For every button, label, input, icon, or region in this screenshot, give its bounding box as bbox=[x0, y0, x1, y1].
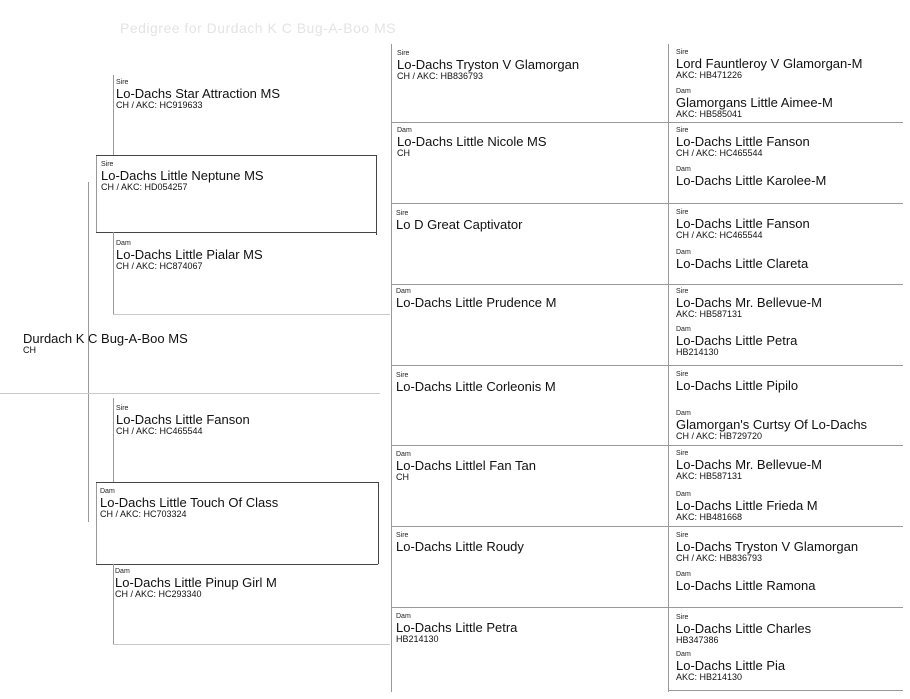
dog-name: Lo-Dachs Little Petra bbox=[676, 333, 798, 348]
box-line bbox=[376, 155, 377, 235]
dog-registration: CH / AKC: HC919633 bbox=[116, 100, 203, 110]
box-line bbox=[96, 155, 376, 156]
gen1-sire bbox=[101, 161, 264, 192]
dog-registration: HB214130 bbox=[396, 634, 439, 644]
gen3-entry bbox=[397, 50, 579, 81]
box-line bbox=[96, 232, 376, 233]
dog-registration: HB214130 bbox=[676, 347, 719, 357]
relation-label: Sire bbox=[676, 614, 689, 621]
relation-label: Sire bbox=[397, 50, 410, 57]
dog-name: Lo-Dachs Tryston V Glamorgan bbox=[397, 57, 580, 72]
dog-registration: CH bbox=[397, 148, 410, 158]
row-line bbox=[668, 365, 903, 366]
dog-registration: AKC: HB587131 bbox=[676, 471, 743, 481]
divider-line bbox=[113, 644, 390, 645]
bracket-line bbox=[113, 75, 114, 155]
dog-name: Lo-Dachs Little Neptune MS bbox=[101, 168, 264, 183]
relation-label: Sire bbox=[676, 49, 689, 56]
relation-label: Dam bbox=[676, 326, 691, 333]
gen3-entry bbox=[396, 288, 556, 310]
dog-name: Lo-Dachs Star Attraction MS bbox=[116, 86, 281, 101]
row-line bbox=[391, 122, 668, 123]
relation-label: Dam bbox=[676, 88, 691, 95]
dog-name: Lo-Dachs Little Clareta bbox=[676, 256, 809, 271]
dog-registration: AKC: HB481668 bbox=[676, 512, 743, 522]
dog-name: Glamorgans Little Aimee-M bbox=[676, 95, 833, 110]
dog-name: Lo-Dachs Little Petra bbox=[396, 620, 518, 635]
relation-label: Sire bbox=[396, 372, 409, 379]
divider-line bbox=[0, 393, 380, 394]
gen4-entry bbox=[676, 166, 826, 188]
faded-title: Pedigree for Durdach K C Bug-A-Boo MS bbox=[120, 20, 397, 36]
dog-registration: AKC: HB214130 bbox=[676, 672, 743, 682]
relation-label: Sire bbox=[396, 210, 409, 217]
dog-registration: CH / AKC: HC465544 bbox=[676, 148, 763, 158]
gen1-dam bbox=[100, 488, 278, 519]
dog-registration: CH / AKC: HC293340 bbox=[115, 589, 202, 599]
column-line bbox=[391, 44, 392, 692]
bracket-line bbox=[96, 482, 97, 564]
row-line bbox=[391, 526, 668, 527]
gen2-entry bbox=[116, 79, 280, 110]
dog-registration: AKC: HB471226 bbox=[676, 70, 743, 80]
row-line bbox=[668, 122, 903, 123]
dog-registration: CH / AKC: HD054257 bbox=[101, 182, 188, 192]
relation-label: Dam bbox=[676, 571, 691, 578]
dog-name: Lo-Dachs Little Pinup Girl M bbox=[115, 575, 277, 590]
dog-registration: CH bbox=[396, 472, 409, 482]
dog-name: Lo-Dachs Little Nicole MS bbox=[397, 134, 547, 149]
dog-registration: CH bbox=[23, 345, 36, 355]
gen4-entry bbox=[676, 651, 785, 682]
relation-label: Sire bbox=[116, 79, 129, 86]
relation-label: Sire bbox=[676, 209, 689, 216]
dog-registration: HB347386 bbox=[676, 635, 719, 645]
dog-registration: CH / AKC: HC465544 bbox=[676, 230, 763, 240]
row-line bbox=[391, 365, 668, 366]
relation-label: Dam bbox=[116, 240, 131, 247]
gen3-entry bbox=[396, 451, 536, 482]
gen4-entry bbox=[676, 410, 867, 441]
relation-label: Sire bbox=[116, 405, 129, 412]
box-line bbox=[96, 482, 378, 483]
dog-name: Lo-Dachs Little Touch Of Class bbox=[100, 495, 279, 510]
dog-registration: AKC: HB587131 bbox=[676, 309, 743, 319]
relation-label: Sire bbox=[676, 288, 689, 295]
relation-label: Dam bbox=[100, 488, 115, 495]
dog-name: Lo-Dachs Little Corleonis M bbox=[396, 379, 556, 394]
dog-registration: CH / AKC: HB836793 bbox=[397, 71, 484, 81]
dog-name: Lo-Dachs Little Roudy bbox=[396, 539, 524, 554]
relation-label: Sire bbox=[676, 532, 689, 539]
gen4-entry bbox=[676, 127, 810, 158]
gen3-entry bbox=[396, 532, 524, 554]
dog-name: Lo-Dachs Little Fanson bbox=[116, 412, 250, 427]
gen2-entry bbox=[116, 240, 263, 271]
dog-name: Lo-Dachs Littlel Fan Tan bbox=[396, 458, 536, 473]
dog-registration: CH / AKC: HC465544 bbox=[116, 426, 203, 436]
relation-label: Dam bbox=[676, 410, 691, 417]
relation-label: Sire bbox=[676, 127, 689, 134]
dog-registration: CH / AKC: HC874067 bbox=[116, 261, 203, 271]
dog-name: Lo-Dachs Little Frieda M bbox=[676, 498, 818, 513]
row-line bbox=[668, 203, 903, 204]
box-line bbox=[378, 482, 379, 564]
relation-label: Dam bbox=[396, 288, 411, 295]
relation-label: Dam bbox=[676, 166, 691, 173]
relation-label: Sire bbox=[676, 371, 689, 378]
row-line bbox=[391, 607, 668, 608]
dog-name: Lo-Dachs Little Fanson bbox=[676, 216, 810, 231]
gen3-entry bbox=[396, 210, 522, 232]
dog-registration: CH / AKC: HC703324 bbox=[100, 509, 187, 519]
dog-name: Lord Fauntleroy V Glamorgan-M bbox=[676, 56, 863, 71]
row-line bbox=[668, 690, 903, 691]
gen4-entry bbox=[676, 491, 818, 522]
relation-label: Sire bbox=[676, 450, 689, 457]
row-line bbox=[668, 526, 903, 527]
bracket-line bbox=[113, 564, 114, 644]
bracket-line bbox=[113, 232, 114, 314]
dog-name: Lo-Dachs Mr. Bellevue-M bbox=[676, 457, 822, 472]
relation-label: Dam bbox=[396, 613, 411, 620]
dog-name: Lo-Dachs Little Prudence M bbox=[396, 295, 557, 310]
dog-name: Durdach K C Bug-A-Boo MS bbox=[23, 331, 188, 346]
column-line bbox=[668, 44, 669, 692]
gen4-entry bbox=[676, 249, 808, 271]
gen4-entry bbox=[676, 288, 822, 319]
relation-label: Sire bbox=[396, 532, 409, 539]
dog-name: Lo-Dachs Little Pipilo bbox=[676, 378, 799, 393]
relation-label: Dam bbox=[396, 451, 411, 458]
gen2-entry bbox=[115, 568, 277, 599]
relation-label: Dam bbox=[676, 491, 691, 498]
gen4-entry bbox=[676, 450, 822, 481]
row-line bbox=[668, 284, 903, 285]
gen4-entry bbox=[676, 209, 810, 240]
row-line bbox=[668, 607, 903, 608]
gen4-entry bbox=[676, 49, 862, 80]
bracket-line bbox=[96, 155, 97, 232]
dog-name: Lo-Dachs Little Karolee-M bbox=[676, 173, 827, 188]
dog-name: Lo-Dachs Tryston V Glamorgan bbox=[676, 539, 859, 554]
dog-name: Lo-Dachs Little Fanson bbox=[676, 134, 810, 149]
dog-registration: AKC: HB585041 bbox=[676, 109, 743, 119]
gen3-entry bbox=[396, 613, 517, 644]
relation-label: Dam bbox=[676, 249, 691, 256]
box-line bbox=[96, 564, 378, 565]
gen4-entry bbox=[676, 371, 798, 393]
gen2-entry bbox=[116, 405, 250, 436]
row-line bbox=[668, 445, 903, 446]
row-line bbox=[391, 445, 668, 446]
dog-registration: CH / AKC: HB836793 bbox=[676, 553, 763, 563]
row-line bbox=[391, 284, 668, 285]
gen4-entry bbox=[676, 571, 815, 593]
bracket-line bbox=[113, 398, 114, 482]
dog-name: Lo-Dachs Little Pialar MS bbox=[116, 247, 263, 262]
dog-name: Lo D Great Captivator bbox=[396, 217, 523, 232]
relation-label: Dam bbox=[115, 568, 130, 575]
gen4-entry bbox=[676, 326, 797, 357]
divider-line bbox=[113, 314, 390, 315]
dog-name: Lo-Dachs Little Charles bbox=[676, 621, 812, 636]
dog-registration: CH / AKC: HB729720 bbox=[676, 431, 763, 441]
dog-name: Lo-Dachs Little Pia bbox=[676, 658, 786, 673]
gen3-entry bbox=[396, 372, 556, 394]
dog-name: Lo-Dachs Little Ramona bbox=[676, 578, 816, 593]
row-line bbox=[391, 203, 668, 204]
relation-label: Dam bbox=[676, 651, 691, 658]
subject-dog bbox=[23, 332, 188, 355]
relation-label: Dam bbox=[397, 127, 412, 134]
gen4-entry bbox=[676, 88, 833, 119]
relation-label: Sire bbox=[101, 161, 114, 168]
gen3-entry bbox=[397, 127, 547, 158]
gen4-entry bbox=[676, 532, 858, 563]
gen4-entry bbox=[676, 614, 811, 645]
dog-name: Glamorgan's Curtsy Of Lo-Dachs bbox=[676, 417, 868, 432]
dog-name: Lo-Dachs Mr. Bellevue-M bbox=[676, 295, 822, 310]
